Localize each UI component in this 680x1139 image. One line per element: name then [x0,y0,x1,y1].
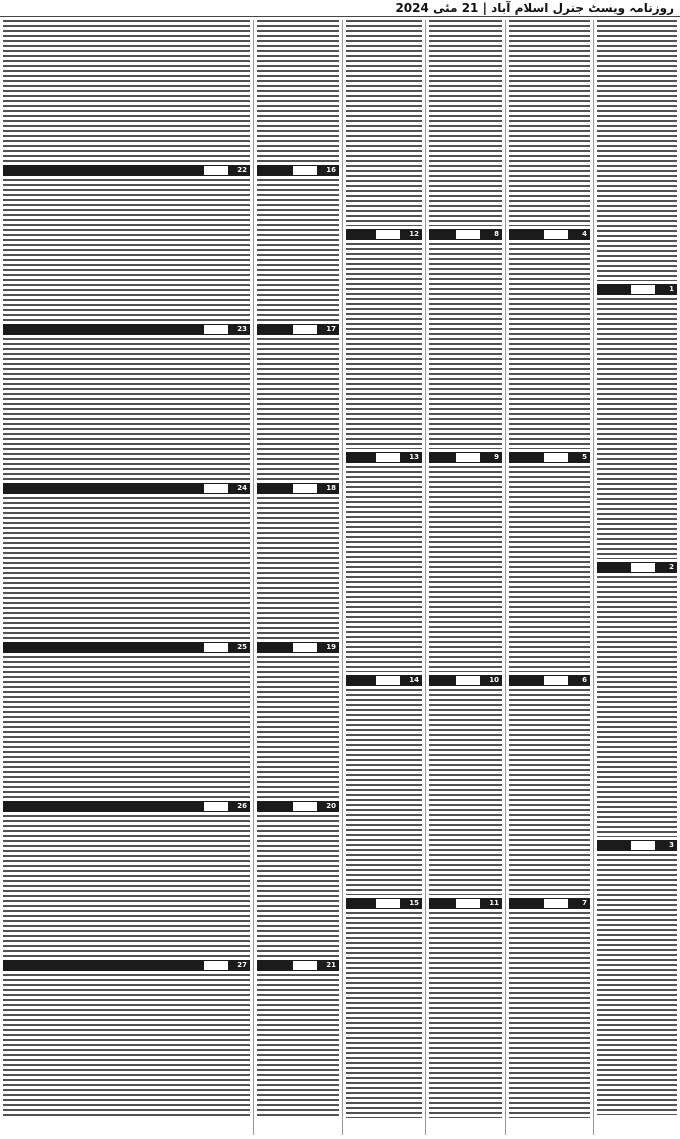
heading-label-box [293,961,317,970]
heading-label-box [204,166,228,175]
article-text [3,974,250,1116]
question-number: 16 [326,166,336,174]
question-heading [509,675,590,686]
heading-label-box [544,676,568,685]
heading-label-box [204,484,228,493]
question-number: 13 [409,453,419,461]
question-number: 1 [669,285,674,293]
question-heading [3,324,250,335]
article-text [509,20,590,226]
article-text [597,576,677,837]
article-text [429,912,502,1118]
question-number: 8 [494,230,499,238]
question-number: 11 [489,899,499,907]
heading-label-box [456,899,480,908]
article-text [509,243,590,449]
question-heading [509,898,590,909]
article-text [3,179,250,321]
question-heading [257,801,339,812]
article-text [3,497,250,639]
article-column [253,20,342,1135]
heading-label-box [293,802,317,811]
article-text [597,854,677,1115]
question-heading [346,898,422,909]
article-column [342,20,425,1135]
question-number: 21 [326,961,336,969]
question-heading [3,801,250,812]
question-number: 3 [669,841,674,849]
heading-label-box [456,676,480,685]
article-text [597,298,677,559]
question-heading [257,324,339,335]
question-heading [346,229,422,240]
question-number: 6 [582,676,587,684]
heading-label-box [204,961,228,970]
heading-label-box [631,841,655,850]
heading-label-box [293,643,317,652]
question-heading [597,840,677,851]
heading-label-box [204,802,228,811]
article-text [257,974,339,1116]
question-heading [346,675,422,686]
heading-label-box [376,230,400,239]
heading-label-box [631,285,655,294]
article-text [257,179,339,321]
heading-label-box [293,484,317,493]
heading-label-box [544,230,568,239]
question-number: 25 [237,643,247,651]
question-number: 26 [237,802,247,810]
heading-label-box [376,453,400,462]
question-number: 24 [237,484,247,492]
article-text [509,466,590,672]
heading-label-box [293,166,317,175]
article-text [346,912,422,1118]
masthead-title: روزنامہ ویسٹ جنرل اسلام آباد | 21 مئی 2024 [395,1,674,15]
question-heading [429,675,502,686]
article-text [3,338,250,480]
heading-label-box [376,676,400,685]
article-text [346,466,422,672]
article-text [346,243,422,449]
article-text [509,912,590,1118]
question-number: 22 [237,166,247,174]
article-column [593,20,680,1135]
heading-label-box [544,453,568,462]
article-text [429,689,502,895]
question-number: 27 [237,961,247,969]
article-text [257,338,339,480]
article-text [346,20,422,226]
heading-label-box [456,453,480,462]
heading-label-box [293,325,317,334]
article-text [509,689,590,895]
question-heading [3,960,250,971]
article-column [0,20,253,1135]
question-heading [257,165,339,176]
heading-label-box [204,643,228,652]
article-text [429,466,502,672]
article-text [257,656,339,798]
question-number: 9 [494,453,499,461]
article-text [257,20,339,162]
article-text [257,815,339,957]
question-number: 20 [326,802,336,810]
question-heading [597,284,677,295]
article-text [3,20,250,162]
article-text [3,815,250,957]
heading-label-box [631,563,655,572]
question-number: 5 [582,453,587,461]
question-heading [3,165,250,176]
question-number: 17 [326,325,336,333]
masthead [0,0,680,17]
question-number: 4 [582,230,587,238]
heading-label-box [204,325,228,334]
question-heading [3,483,250,494]
question-heading [346,452,422,463]
question-number: 2 [669,563,674,571]
question-number: 7 [582,899,587,907]
article-text [429,20,502,226]
question-heading [257,642,339,653]
article-text [429,243,502,449]
article-text [346,689,422,895]
article-text [3,656,250,798]
question-heading [429,898,502,909]
question-number: 15 [409,899,419,907]
article-text [597,20,677,281]
question-heading [509,452,590,463]
question-heading [257,483,339,494]
heading-label-box [376,899,400,908]
question-number: 19 [326,643,336,651]
question-heading [429,452,502,463]
article-column [425,20,505,1135]
question-number: 10 [489,676,499,684]
question-heading [429,229,502,240]
question-number: 23 [237,325,247,333]
heading-label-box [544,899,568,908]
article-text [257,497,339,639]
article-column [505,20,593,1135]
question-heading [3,642,250,653]
question-number: 14 [409,676,419,684]
question-heading [597,562,677,573]
question-heading [257,960,339,971]
heading-label-box [456,230,480,239]
question-number: 18 [326,484,336,492]
question-heading [509,229,590,240]
question-number: 12 [409,230,419,238]
